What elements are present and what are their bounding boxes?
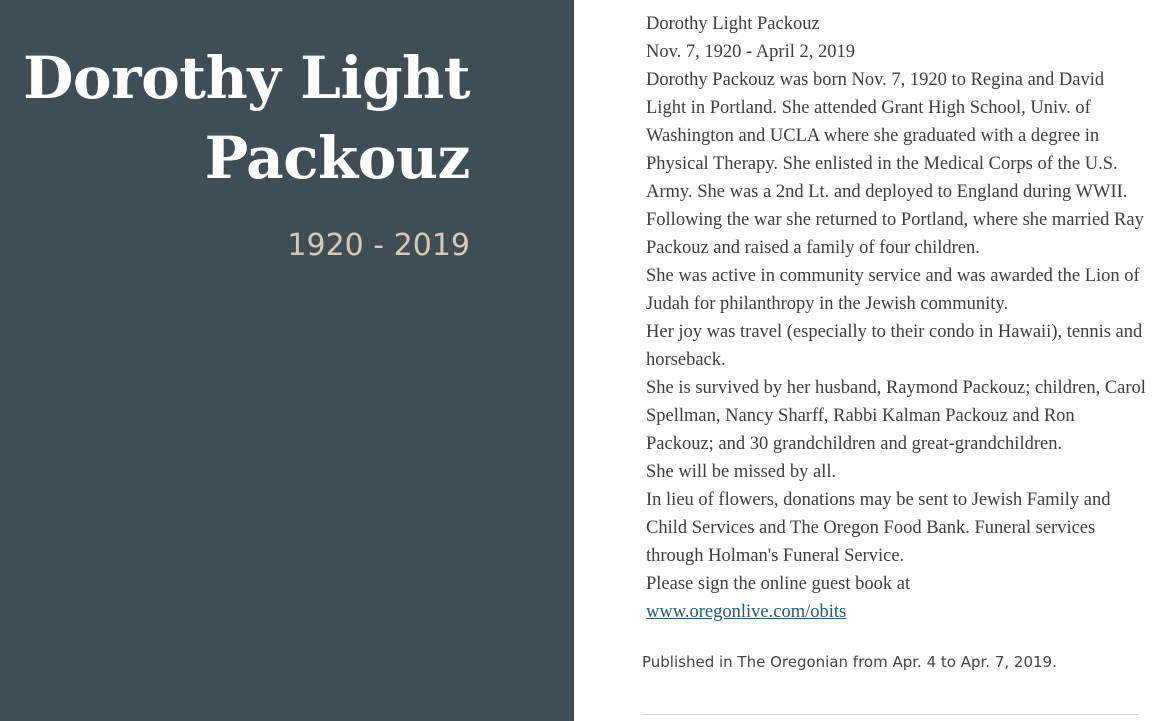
obit-paragraph-community: She was active in community service and was awarded the Lion of Judah for philanthropy in the Jewish community. <box>646 266 1140 314</box>
publication-note: Published in The Oregonian from Apr. 4 to Apr. 7, 2019. <box>642 653 1057 671</box>
obit-paragraph-survivors: She is survived by her husband, Raymond Packouz; children, Carol Spellman, Nancy Sharff, Rabbi Kalman Packouz and Ron Packouz; and 30 grandchildren and great-grandchildren. <box>646 378 1146 454</box>
obituary-content <box>574 0 1165 721</box>
obituary-text <box>646 10 1146 626</box>
life-years: 1920 - 2019 <box>287 228 470 263</box>
obit-paragraph-hobbies: Her joy was travel (especially to their condo in Hawaii), tennis and horseback. <box>646 322 1143 370</box>
obit-link-line <box>646 598 1146 626</box>
obit-paragraph-donations: In lieu of flowers, donations may be sent to Jewish Family and Child Services and The Oregon Food Bank. Funeral services through Holman's Funeral Service. <box>646 490 1111 566</box>
obit-dates: Nov. 7, 1920 - April 2, 2019 <box>646 42 855 62</box>
name-line-2: Packouz <box>204 124 470 192</box>
name-line-1: Dorothy Light <box>23 44 470 112</box>
obit-paragraph-biography: Dorothy Packouz was born Nov. 7, 1920 to Regina and David Light in Portland. She attended Grant High School, Univ. of Washington and UCLA where she graduated with a degree in Physical Therapy. She enlisted in the Medical Corps of the U.S. Army. She was a 2nd Lt. and deployed to England during WWII. Following the war she returned to Portland, where she married Ray Packouz and raised a family of four children. <box>646 70 1144 258</box>
obit-name: Dorothy Light Packouz <box>646 14 820 34</box>
obit-paragraph-guestbook: Please sign the online guest book at <box>646 574 911 594</box>
divider <box>642 714 1139 715</box>
guestbook-link[interactable]: www.oregonlive.com/obits <box>646 602 847 622</box>
name-banner <box>0 0 574 721</box>
deceased-name-heading <box>0 38 470 198</box>
obit-paragraph-missed: She will be missed by all. <box>646 462 837 482</box>
